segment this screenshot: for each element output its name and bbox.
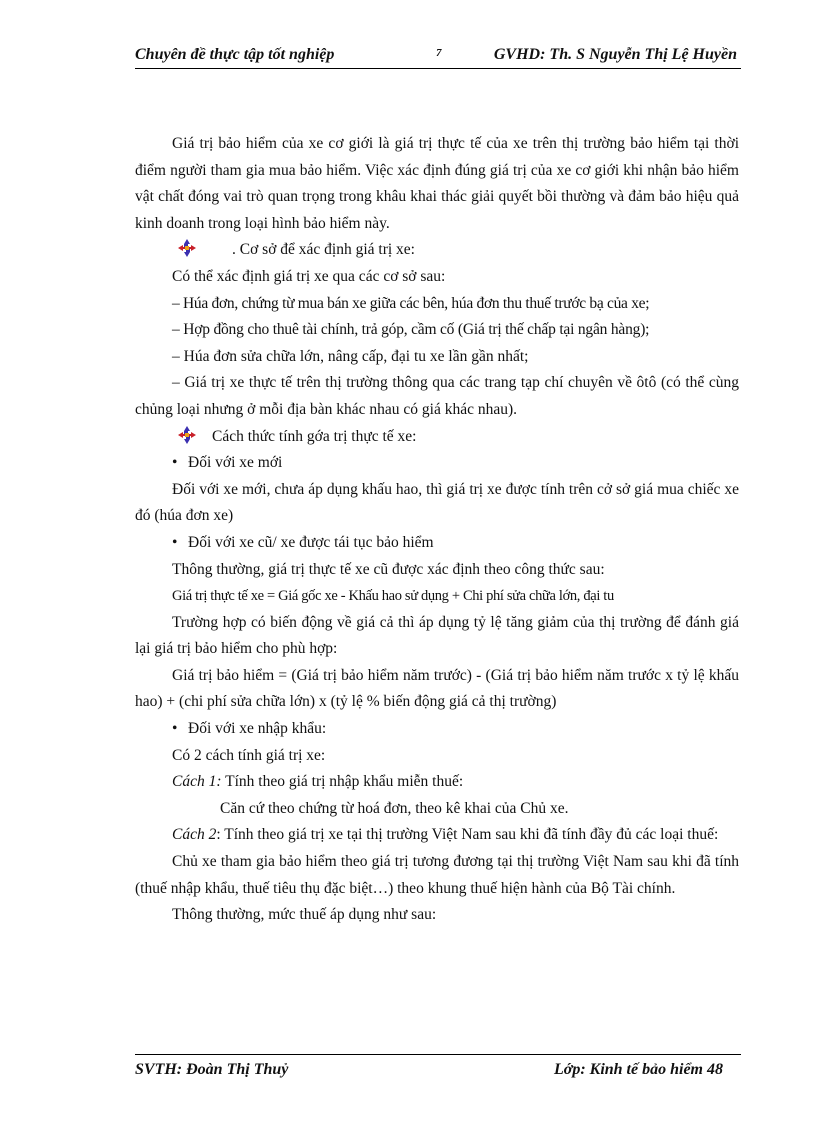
- method-one-detail: Căn cứ theo chứng từ hoá đơn, theo kê khai của Chủ xe.: [220, 799, 569, 817]
- bullet-new-car: [135, 450, 739, 477]
- four-way-arrow-icon: [178, 426, 196, 444]
- formula-insured-value: Giá trị bảo hiểm = (Giá trị bảo hiểm năm trước) - (Giá trị bảo hiểm năm trước x tỷ lệ khấu hao) + (chi phí sửa chữa lớn) x (tỷ lệ % biến động giá cả thị trường): [135, 666, 739, 711]
- bullet-used-car: [135, 530, 739, 557]
- method-one-label: Cách 1:: [172, 773, 222, 791]
- heading-basis-text: . Cơ sở để xác định giá trị xe:: [232, 241, 415, 259]
- paragraph-used-car: Thông thường, giá trị thực tế xe cũ được xác định theo công thức sau:: [172, 560, 605, 578]
- bullet-used-car-text: Đối với xe cũ/ xe được tái tục bảo hiểm: [188, 533, 434, 551]
- page-number: 7: [436, 47, 442, 59]
- heading-method-text: Cách thức tính gớa trị thực tế xe:: [212, 427, 417, 445]
- bullet-new-car-text: Đối với xe mới: [188, 454, 283, 472]
- paragraph-import-intro: Có 2 cách tính giá trị xe:: [172, 746, 326, 764]
- basis-item-invoice: – Húa đơn, chứng từ mua bán xe giữa các bên, húa đơn thu thuế trước bạ của xe;: [172, 294, 650, 312]
- bullet-dot-icon: •: [172, 454, 178, 472]
- bullet-imported-car: [135, 716, 739, 743]
- bullet-imported-car-text: Đối với xe nhập khẩu:: [188, 720, 327, 738]
- method-one: [135, 769, 739, 796]
- paragraph-owner: Chủ xe tham gia bảo hiểm theo giá trị tương đương tại thị trường Việt Nam sau khi đã tính (thuế nhập khẩu, thuế tiêu thụ đặc biệt…) theo khung thuế hiện hành của Bộ Tài chính.: [135, 853, 739, 897]
- method-two: [135, 822, 739, 849]
- method-two-label: Cách 2: [172, 826, 217, 844]
- page-footer: [135, 1054, 741, 1085]
- basis-item-market: – Giá trị xe thực tế trên thị trường thông qua các trang tạp chí chuyên về ôtô (có thể cùng chủng loại nhưng ở mỗi địa bàn khác nhau có giá khác nhau).: [135, 374, 739, 418]
- document-body: [135, 131, 739, 929]
- paragraph-new-car: Đối với xe mới, chưa áp dụng khấu hao, thì giá trị xe được tính trên cở sở giá mua chiếc xe đó (húa đơn xe): [135, 480, 739, 525]
- section-heading-method: [135, 424, 739, 451]
- page-header: [135, 44, 741, 69]
- footer-student: SVTH: Đoàn Thị Thuỷ: [135, 1061, 289, 1078]
- method-one-text: Tính theo giá trị nhập khẩu miễn thuế:: [221, 773, 464, 791]
- method-two-text: : Tính theo giá trị xe tại thị trường Việt Nam sau khi đã tính đầy đủ các loại thuế:: [216, 826, 719, 844]
- header-advisor: GVHD: Th. S Nguyễn Thị Lệ Huyền: [493, 46, 737, 63]
- basis-item-lease: – Hợp đồng cho thuê tài chính, trả góp, cầm cố (Giá trị thế chấp tại ngân hàng);: [172, 321, 650, 339]
- bullet-dot-icon: •: [172, 533, 178, 551]
- header-title: Chuyên đề thực tập tốt nghiệp: [135, 46, 335, 63]
- formula-used-car: Giá trị thực tế xe = Giá gốc xe - Khấu hao sử dụng + Chi phí sửa chữa lớn, đại tu: [172, 588, 614, 605]
- four-way-arrow-icon: [178, 239, 196, 257]
- footer-class: Lớp: Kinh tế bảo hiểm 48: [553, 1061, 723, 1078]
- basis-item-repair: – Húa đơn sửa chữa lớn, nâng cấp, đại tu xe lần gần nhất;: [172, 347, 529, 365]
- basis-intro: Có thể xác định giá trị xe qua các cơ sở sau:: [172, 267, 446, 285]
- section-heading-basis: [135, 237, 739, 264]
- paragraph-fluctuation: Trường hợp có biến động về giá cả thì áp dụng tỷ lệ tăng giảm của thị trường để đánh giá lại giá trị bảo hiểm cho phù hợp:: [135, 613, 739, 658]
- paragraph-tax: Thông thường, mức thuế áp dụng như sau:: [172, 906, 437, 924]
- paragraph-intro: Giá trị bảo hiểm của xe cơ giới là giá trị thực tế của xe trên thị trường bảo hiểm tại thời điểm người tham gia mua bảo hiểm. Việc xác định đúng giá trị của xe cơ giới khi nhận bảo hiểm vật chất đóng vai trò quan trọng trong khâu khai thác giải quyết bồi thường và đảm bảo hiệu quả kinh doanh trong loại hình bảo hiểm này.: [135, 135, 739, 232]
- bullet-dot-icon: •: [172, 720, 178, 738]
